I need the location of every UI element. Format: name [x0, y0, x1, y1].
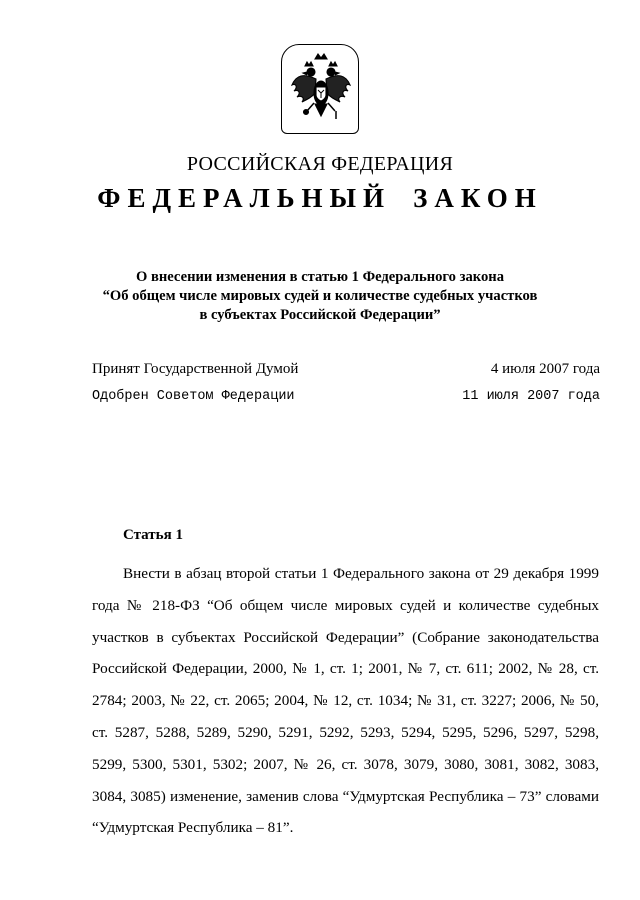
council-approval-date: 11 июля 2007 года — [462, 389, 600, 404]
law-title-line: “Об общем числе мировых судей и количестве судебных участков — [102, 288, 538, 304]
document-type-word1: ФЕДЕРАЛЬНЫЙ — [97, 183, 392, 213]
duma-adoption-label: Принят Государственной Думой — [92, 361, 299, 377]
duma-adoption-date: 4 июля 2007 года — [490, 361, 600, 377]
coat-of-arms-emblem — [281, 44, 359, 134]
council-approval-row — [92, 389, 600, 404]
article-text: Внести в абзац второй статьи 1 Федерального закона от 29 декабря 1999 года № 218-ФЗ “Об общем числе мировых судей и количестве судебных участков в субъектах Российской Федерации” (Собрание законодательства Российской Федерации, 2000, № 1, ст. 1; 2001, № 7, ст. 611; 2002, № 28, ст. 2784; 2003, № 22, ст. 2065; 2004, № 12, ст. 1034; № 31, ст. 3227; 2006, № 50, ст. 5287, 5288, 5289, 5290, 5291, 5292, 5293, 5294, 5295, 5296, 5297, 5298, 5299, 5300, 5301, 5302; 2007, № 26, ст. 3078, 3079, 3080, 3081, 3082, 3083, 3084, 3085) изменение, заменив слова “Удмуртская Республика – 73” словами “Удмуртская Республика – 81”. — [92, 565, 599, 837]
document-type-word2: ЗАКОН — [413, 183, 543, 213]
law-title-line: О внесении изменения в статью 1 Федерального закона — [135, 269, 504, 285]
double-headed-eagle-icon — [282, 45, 360, 135]
law-title-line: в субъектах Российской Федерации” — [199, 307, 441, 323]
law-title — [0, 268, 640, 325]
document-type — [0, 183, 640, 214]
article-heading: Статья 1 — [123, 527, 183, 543]
council-approval-label: Одобрен Советом Федерации — [92, 389, 295, 404]
duma-adoption-row — [92, 361, 600, 378]
country-name: РОССИЙСКАЯ ФЕДЕРАЦИЯ — [186, 153, 454, 175]
